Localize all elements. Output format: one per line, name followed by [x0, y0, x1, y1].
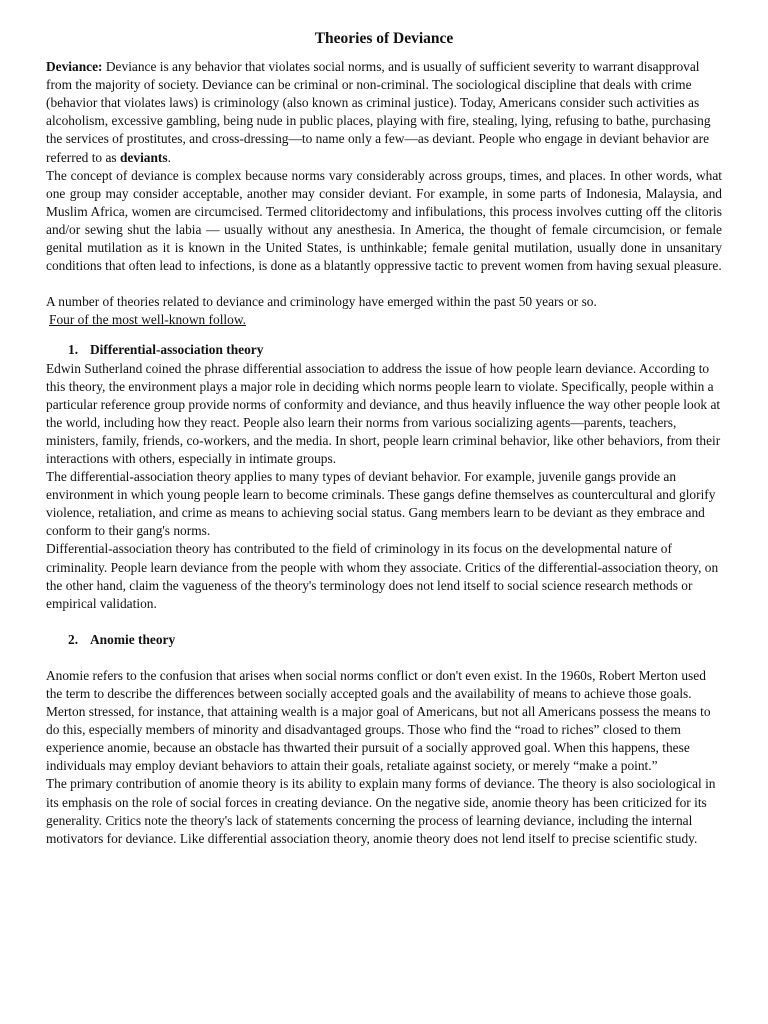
- concept-paragraph: The concept of deviance is complex because norms vary considerably across groups, times, and places. In other words, what one group may consider acceptable, another may consider deviant. For example, in some parts of Indonesia, Malaysia, and Muslim Africa, women are circumcised. Termed clitoridectomy and infibulations, this process involves cutting off the clitoris and/or sewing shut the labia — usually without any anesthesia. In America, the thought of female circumcision, or female genital mutilation as it is known in the United States, is unthinkable; female genital mutilation, usually done in unsanitary conditions that often lead to infections, is done as a blatantly oppressive tactic to prevent women from having sexual pleasure.: [46, 167, 722, 274]
- section-1-heading: [68, 341, 722, 359]
- section-2-number: 2.: [68, 631, 79, 647]
- intro-term: Deviance:: [46, 59, 103, 75]
- section-1-title: Differential-association theory: [90, 342, 264, 358]
- section-1-paragraph-2: The differential-association theory applies to many types of deviant behavior. For example, juvenile gangs provide an environment in which young people learn to become criminals. These gangs define themselves as countercultural and glorify violence, retaliation, and crime as means to achieving social status. Gang members learn to be deviant as they embrace and conform to their gang's norms.: [46, 469, 716, 539]
- intro-paragraph: [46, 58, 722, 167]
- theories-follow: Four of the most well-known follow.: [49, 312, 246, 328]
- intro-bold-term: deviants: [119, 149, 168, 165]
- section-2-heading: [68, 631, 722, 649]
- theories-intro: A number of theories related to deviance and criminology have emerged within the past 50 years or so.: [46, 294, 597, 310]
- intro-end: .: [167, 149, 171, 165]
- section-2-paragraph-1: Anomie refers to the confusion that arises when social norms conflict or don't even exist. In the 1960s, Robert Merton used the term to describe the differences between socially accepted goals and the availability of means to achieve those goals. Merton stressed, for instance, that attaining wealth is a major goal of Americans, but not all Americans possess the means to do this, especially members of minority and disadvantaged groups. Those who find the “road to riches” closed to them experience anomie, because an obstacle has thwarted their pursuit of a socially approved goal. When this happens, these individuals may employ deviant behaviors to attain their goals, retaliate against society, or merely “make a point.”: [46, 667, 711, 774]
- document-title: Theories of Deviance: [314, 30, 454, 47]
- intro-text: Deviance is any behavior that violates social norms, and is usually of sufficient severity to warrant disapproval from the majority of society. Deviance can be criminal or non-criminal. The sociological discipline that deals with crime (behavior that violates laws) is criminology (also known as criminal justice). Today, Americans consider such activities as alcoholism, excessive gambling, being nude in public places, playing with fire, stealing, lying, refusing to bathe, purchasing the services of prostitutes, and cross-dressing—to name only a few—as deviant. People who engage in deviant behavior are referred to as: [46, 59, 711, 165]
- theories-follow-line: [46, 311, 722, 329]
- section-2-paragraph-2: The primary contribution of anomie theory is its ability to explain many forms of deviance. The theory is also sociological in its emphasis on the role of social forces in creating deviance. On the negative side, anomie theory has been criticized for its generality. Critics note the theory's lack of statements concerning the process of learning deviance, including the internal motivators for deviance. Like differential association theory, anomie theory does not lend itself to precise scientific study.: [46, 776, 716, 846]
- section-1-paragraph-3: Differential-association theory has contributed to the field of criminology in its focus on the developmental nature of criminality. People learn deviance from the people with whom they associate. Critics of the differential-association theory, on the other hand, claim the vagueness of the theory's terminology does not lend itself to social science research methods or empirical validation.: [46, 541, 719, 611]
- section-1-number: 1.: [68, 342, 79, 358]
- spacer: [46, 275, 722, 293]
- section-1-paragraph-1: Edwin Sutherland coined the phrase differential association to address the issue of how people learn deviance. According to this theory, the environment plays a major role in deciding which norms people learn to violate. Specifically, people within a particular reference group provide norms of conformity and deviance, and thus heavily influence the way other people look at the world, including how they react. People also learn their norms from various socializing agents—parents, teachers, ministers, family, friends, co-workers, and the media. In short, people learn criminal behavior, like other behaviors, from their interactions with others, especially in intimate groups.: [46, 360, 721, 466]
- section-2-title: Anomie theory: [90, 631, 176, 647]
